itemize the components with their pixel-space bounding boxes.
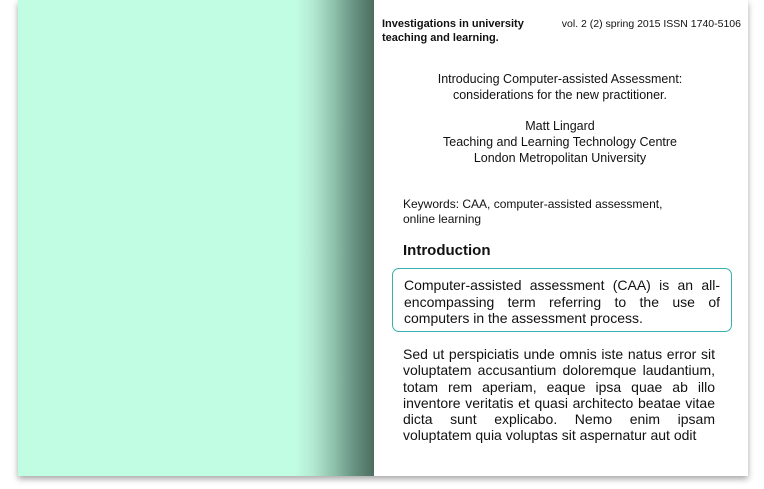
author-block xyxy=(386,118,734,166)
article-title-line-2: considerations for the new practitioner. xyxy=(452,88,667,102)
author-name: Matt Lingard xyxy=(525,119,595,133)
issue-info: vol. 2 (2) spring 2015 ISSN 1740-5106 xyxy=(561,18,741,30)
keywords xyxy=(403,197,703,227)
affiliation-line-2: London Metropolitan University xyxy=(473,151,647,165)
highlighted-paragraph[interactable]: Computer-assisted assessment (CAA) is an all-encompassing term referring to the use of computers in the assessment process. xyxy=(392,268,732,332)
article-title xyxy=(386,71,734,103)
journal-name xyxy=(382,17,552,45)
journal-name-line-1: Investigations in university xyxy=(382,18,524,30)
article-title-line-1: Introducing Computer-assisted Assessment: xyxy=(437,72,683,86)
keywords-line-2: online learning xyxy=(403,212,482,226)
body-paragraph: Sed ut perspiciatis unde omnis iste natus error sit voluptatem accusantium doloremque laudantium, totam rem aperiam, eaque ipsa quae ab illo inventore veritatis et quasi architecto beatae vitae dicta sunt explicabo. Nemo enim ipsam voluptatem quia voluptas sit aspernatur aut odit xyxy=(403,346,715,444)
right-page[interactable] xyxy=(374,0,748,476)
left-page[interactable] xyxy=(18,0,374,476)
keywords-line-1: Keywords: CAA, computer-assisted assessment, xyxy=(403,197,663,211)
book-spread xyxy=(18,0,748,476)
section-heading: Introduction xyxy=(403,242,491,259)
affiliation-line-1: Teaching and Learning Technology Centre xyxy=(443,135,677,149)
journal-name-line-2: teaching and learning. xyxy=(382,32,499,44)
